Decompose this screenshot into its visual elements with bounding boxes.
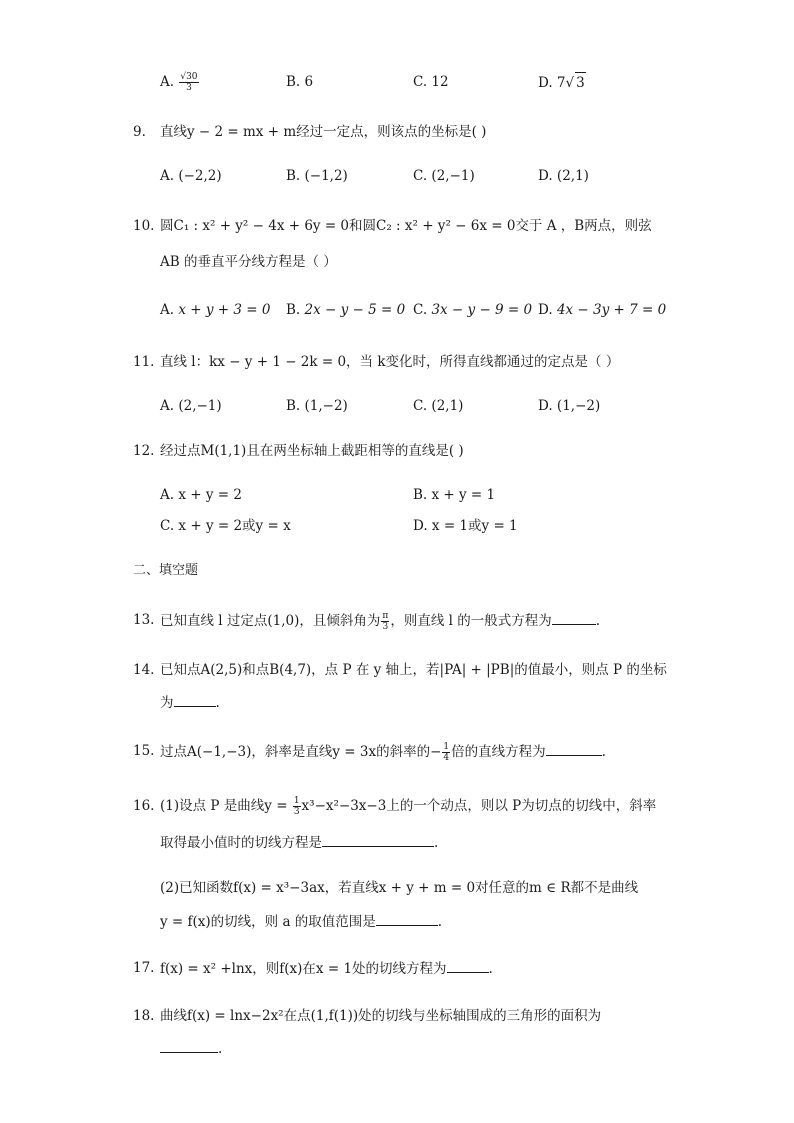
q10-number: 10. <box>133 218 155 234</box>
option-expr: 2x − y − 5 = 0 <box>304 302 406 318</box>
option-label: C. <box>413 302 428 318</box>
stem-text: (1)设点 P 是曲线y = <box>160 798 292 814</box>
q11-option-a: A. (2,−1) <box>160 398 222 414</box>
option-label: A. <box>160 302 175 318</box>
stem-text: x³−x²−3x−3上的一个动点，则以 P为切点的切线中，斜率 <box>301 798 657 814</box>
q12-number: 12. <box>133 443 155 459</box>
fraction: $\frac{√30}{3}$ <box>180 72 198 93</box>
stem-end: . <box>215 695 220 711</box>
section-heading-fill-in: 二、填空题 <box>133 563 199 578</box>
q9-number: 9. <box>133 124 146 140</box>
answer-blank <box>546 741 602 756</box>
answer-blank <box>322 832 434 847</box>
q10-stem-line2: AB 的垂直平分线方程是（ ） <box>160 254 337 270</box>
stem-text: 过点A(−1,−3)，斜率是直线y = 3x的斜率的− <box>160 744 442 760</box>
q16-part1-line1 <box>160 796 656 817</box>
stem-end: . <box>601 744 606 760</box>
q12-option-a: A. x + y = 2 <box>160 487 242 503</box>
q18-answer-line <box>160 1038 222 1059</box>
stem-text: f(x) = x² +lnx，则f(x)在x = 1处的切线方程为 <box>160 961 447 977</box>
stem-end: . <box>488 961 493 977</box>
q16-number: 16. <box>133 798 155 814</box>
fraction: $\frac{1}{3}$ <box>293 796 300 817</box>
q10-stem-line1: 圆C₁ : x² + y² − 4x + 6y = 0和圆C₂ : x² + y² − 6x = 0交于 A ，B两点，则弦 <box>160 218 652 234</box>
stem-end: . <box>595 613 601 629</box>
q12-stem: 经过点M(1,1)且在两坐标轴上截距相等的直线是( ) <box>160 443 464 459</box>
q8-option-c: C. 12 <box>413 74 449 90</box>
q18-number: 18. <box>133 1008 155 1024</box>
q10-option-b <box>286 300 405 320</box>
q12-option-b: B. x + y = 1 <box>413 487 496 503</box>
answer-blank <box>376 911 438 926</box>
q13-number: 13. <box>133 612 155 628</box>
q9-option-a: A. (−2,2) <box>160 168 222 184</box>
q10-option-c <box>413 300 532 320</box>
stem-text: 倍的直线方程为 <box>451 744 546 760</box>
q12-option-d: D. x = 1或y = 1 <box>413 518 518 534</box>
stem-end: . <box>434 835 439 851</box>
q11-option-c: C. (2,1) <box>413 398 464 414</box>
radicand: 3 <box>575 72 586 93</box>
fraction: $\frac{1}{4}$ <box>443 742 450 763</box>
q9-option-c: C. (2,−1) <box>413 168 475 184</box>
q17-number: 17. <box>133 960 155 976</box>
q11-option-b: B. (1,−2) <box>286 398 348 414</box>
stem-text: y = f(x)的切线，则 a 的取值范围是 <box>160 914 376 930</box>
option-label: A. <box>160 74 175 90</box>
q11-number: 11. <box>133 354 155 370</box>
option-expr: 4x − 3y + 7 = 0 <box>556 302 667 318</box>
q18-stem: 曲线f(x) = lnx−2x²在点(1,f(1))处的切线与坐标轴围成的三角形的面积为 <box>160 1008 602 1024</box>
q16-part1-line2 <box>160 832 438 853</box>
answer-blank <box>160 1038 218 1053</box>
q16-part2-line1: (2)已知函数f(x) = x³−3ax，若直线x + y + m = 0对任意的m ∈ R都不是曲线 <box>160 880 639 896</box>
stem-text: ，则直线 l 的一般式方程为 <box>390 613 552 629</box>
option-expr: x + y + 3 = 0 <box>178 302 271 318</box>
q11-option-d: D. (1,−2) <box>538 398 601 414</box>
q9-option-b: B. (−1,2) <box>286 168 348 184</box>
q10-option-d <box>538 300 666 320</box>
q11-stem: 直线 l：kx − y + 1 − 2k = 0，当 k变化时，所得直线都通过的定点是（ ） <box>160 354 620 370</box>
fraction: $\frac{\pi}{3}$ <box>382 611 389 632</box>
q15-stem <box>160 741 606 763</box>
q9-stem: 直线y − 2 = mx + m经过一定点，则该点的坐标是( ) <box>160 124 487 140</box>
stem-text: 已知直线 l 过定点(1,0)，且倾斜角为 <box>160 613 381 629</box>
q8-option-a <box>160 72 200 93</box>
stem-text: 取得最小值时的切线方程是 <box>160 835 322 851</box>
stem-text: 为 <box>160 695 174 711</box>
option-label: D. <box>538 302 553 318</box>
answer-blank <box>174 692 216 707</box>
option-expr: 3x − y − 9 = 0 <box>431 302 533 318</box>
q10-option-a <box>160 300 270 320</box>
stem-end: . <box>437 914 443 930</box>
stem-end: . <box>218 1041 223 1057</box>
answer-blank <box>447 958 489 973</box>
q14-number: 14. <box>133 662 155 678</box>
answer-blank <box>552 610 596 625</box>
q12-option-c: C. x + y = 2或y = x <box>160 518 291 534</box>
option-label: B. <box>286 302 301 318</box>
q8-option-b: B. 6 <box>286 74 314 90</box>
q17-stem <box>160 958 493 979</box>
q14-stem-line1: 已知点A(2,5)和点B(4,7)，点 P 在 y 轴上，若|PA| + |PB|的值最小，则点 P 的坐标 <box>160 662 667 678</box>
q15-number: 15. <box>133 743 155 759</box>
q9-option-d: D. (2,1) <box>538 168 589 184</box>
q14-stem-line2 <box>160 692 220 713</box>
q8-option-d: D. 7√ 3 <box>538 72 586 93</box>
q13-stem <box>160 610 600 632</box>
q16-part2-line2 <box>160 911 442 932</box>
option-label: D. 7 <box>538 75 566 91</box>
